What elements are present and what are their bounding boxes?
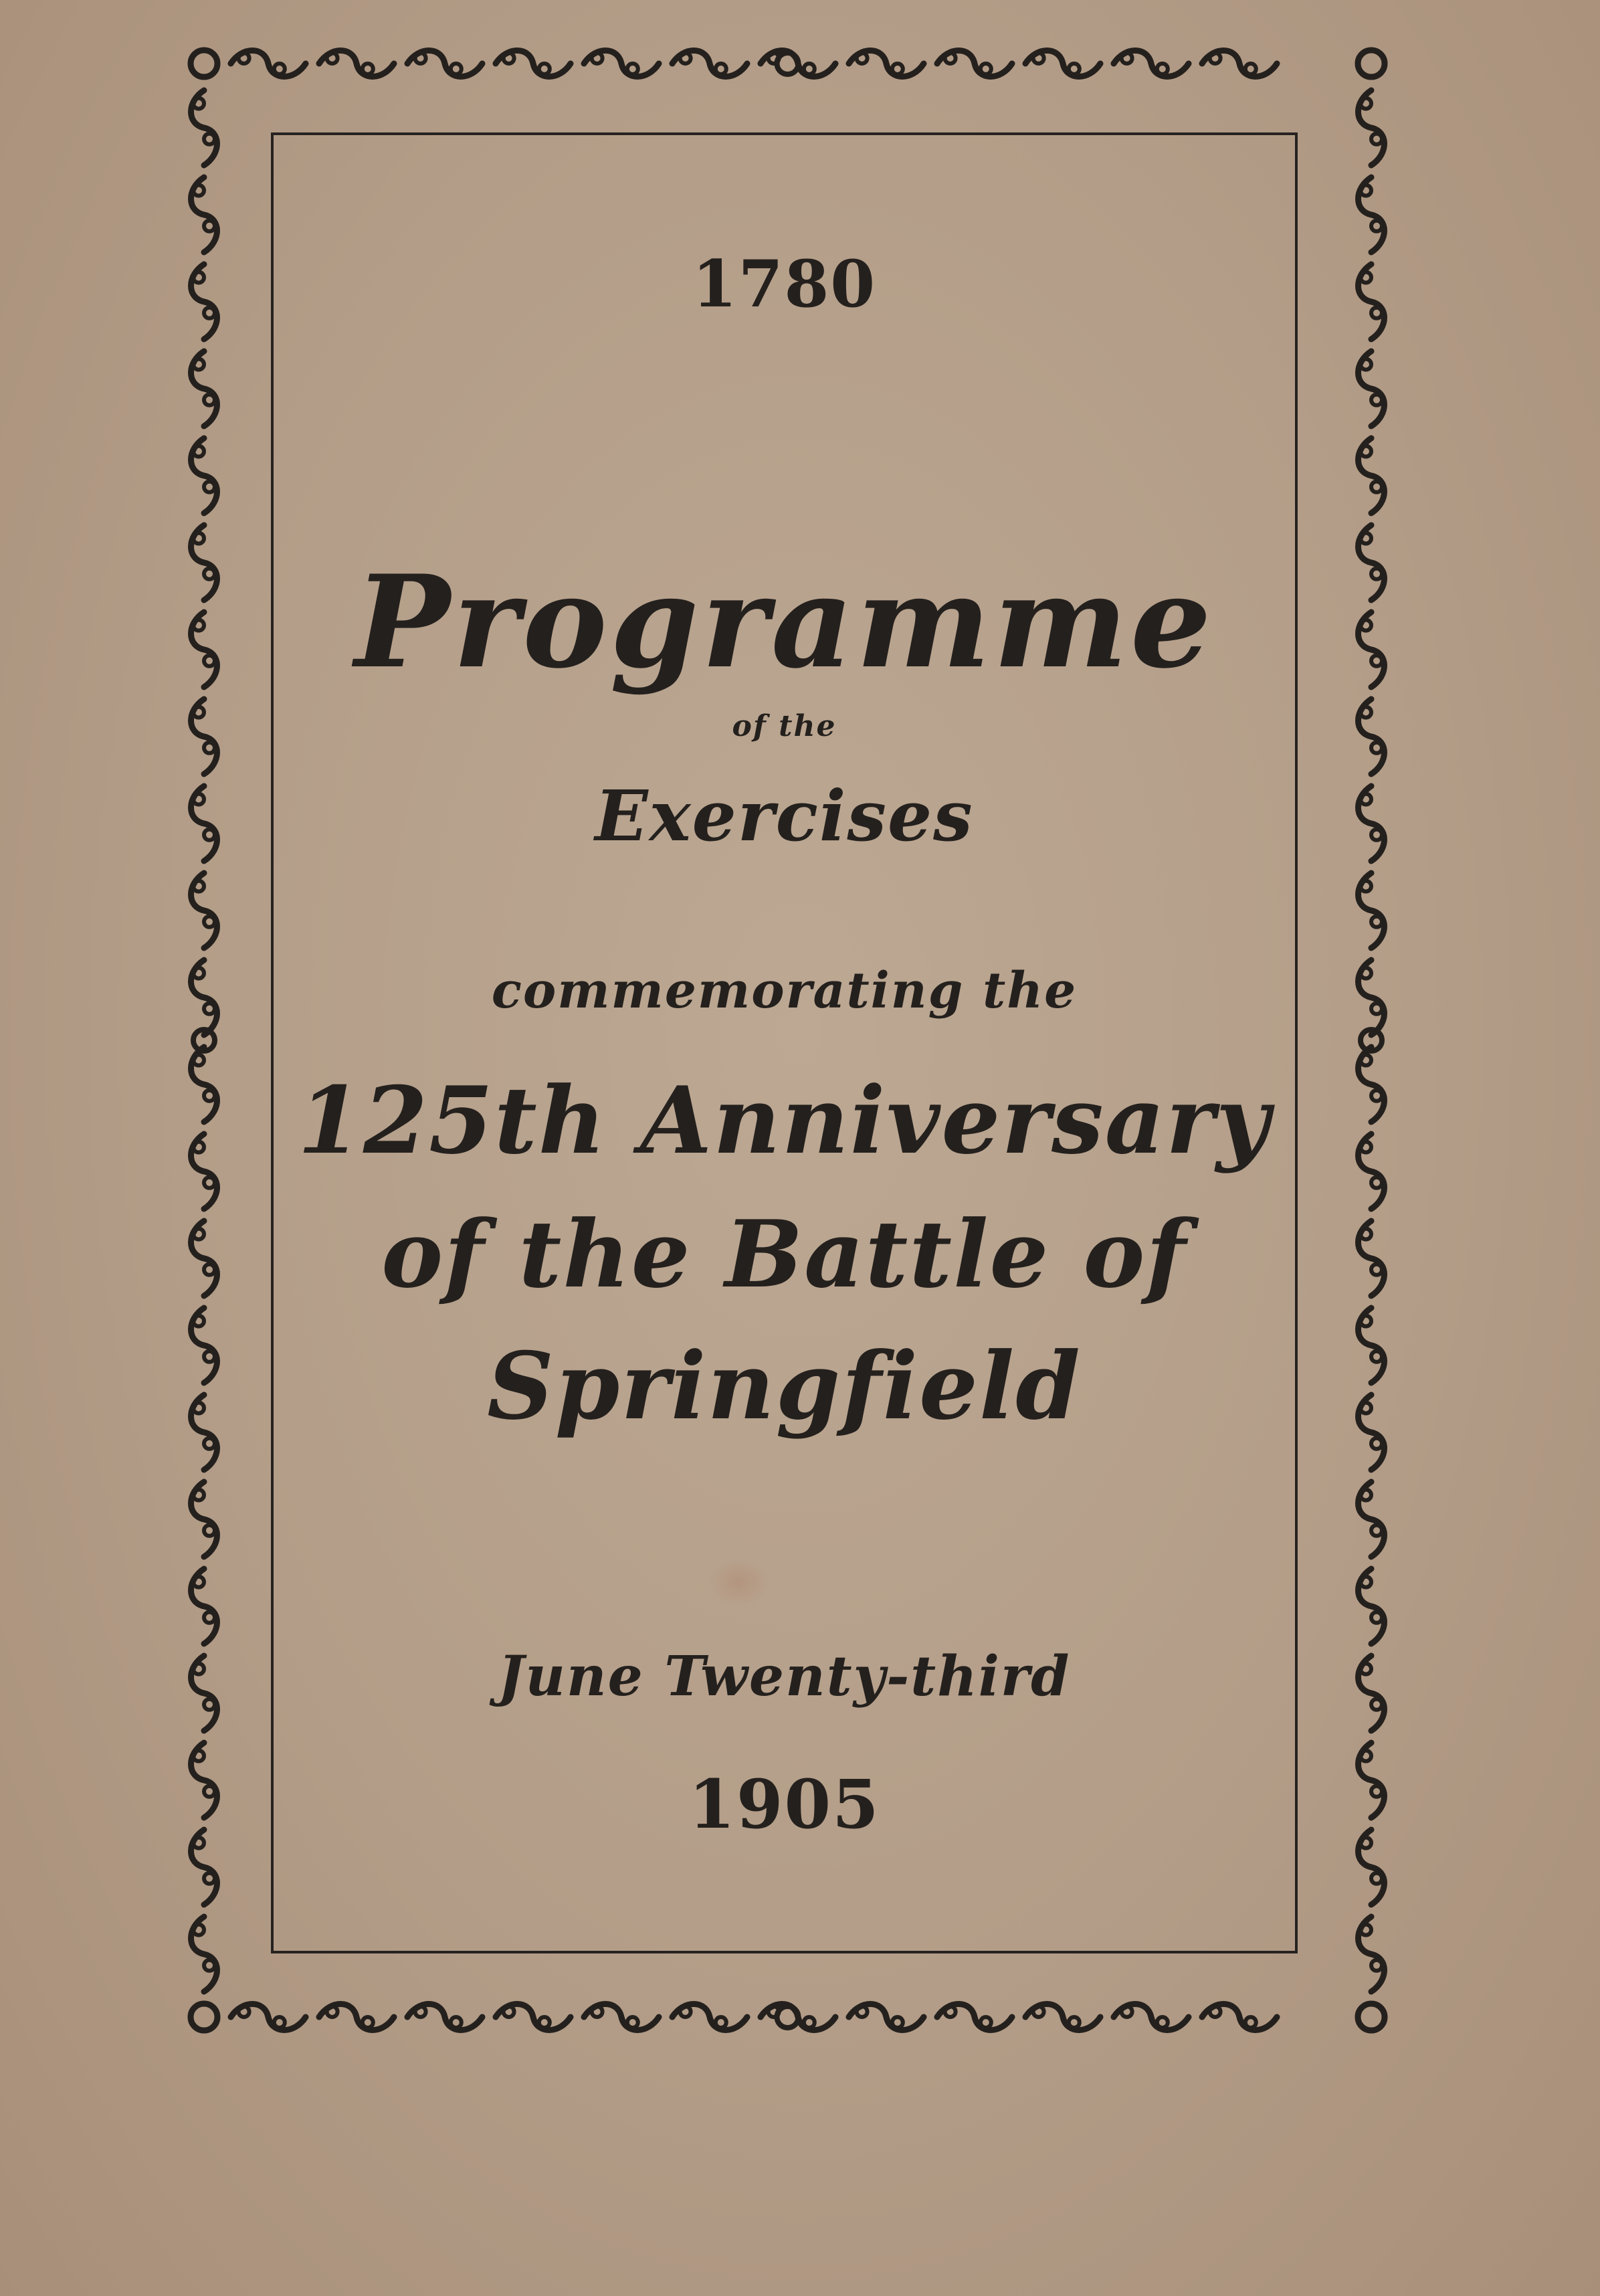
border-ornament-ring — [1361, 881, 1371, 892]
border-ornament-ring — [981, 2017, 991, 2028]
border-ornament-ring — [193, 881, 204, 892]
border-ornament-ring — [1371, 395, 1382, 405]
border-ornament-ring — [204, 1786, 215, 1797]
border-ornament-ring — [204, 1960, 215, 1971]
border-ornament-ring — [539, 2017, 550, 2028]
border-ornament-ring — [1371, 1873, 1382, 1884]
border-ornament-ring — [204, 1090, 215, 1101]
border-ornament-ring — [592, 53, 603, 64]
border-ornament-ring — [204, 1873, 215, 1884]
border-ornament-ring — [1371, 1786, 1382, 1797]
border-ornament-ring — [1358, 2004, 1385, 2030]
border-ornament-ring — [193, 1751, 204, 1761]
border-ornament-ring — [680, 53, 691, 64]
border-ornament-ring — [1371, 656, 1382, 666]
border-ornament-ring — [193, 359, 204, 370]
border-ornament-ring — [193, 1838, 204, 1848]
border-ornament-ring — [1210, 2006, 1221, 2017]
border-ornament-ring — [204, 569, 215, 579]
border-ornament-ring — [274, 64, 285, 74]
border-ornament-ring — [1371, 569, 1382, 579]
border-ornament-ring — [1361, 533, 1371, 544]
border-ornament-ring — [1371, 1525, 1382, 1536]
border-ornament-ring — [1157, 2017, 1168, 2028]
anniversary-line-3: Springfield — [487, 1331, 1082, 1440]
border-ornament-ring — [1371, 221, 1382, 231]
border-ornament-ring — [1361, 98, 1371, 109]
border-ornament-ring — [193, 1403, 204, 1414]
border-ornament-ring — [204, 395, 215, 405]
border-ornament-ring — [193, 707, 204, 718]
border-ornament-ring — [1122, 2006, 1132, 2017]
border-ornament-ring — [204, 1351, 215, 1362]
border-ornament-ring — [1371, 1351, 1382, 1362]
border-ornament-ring — [627, 64, 638, 74]
border-ornament-ring — [363, 2017, 373, 2028]
border-ornament-ring — [415, 53, 426, 64]
border-ornament-ring — [193, 794, 204, 805]
border-ornament-ring — [193, 968, 204, 979]
border-ornament-ring — [204, 743, 215, 753]
border-ornament-ring — [193, 1229, 204, 1240]
commemorating-text: commemorating the — [491, 962, 1078, 1020]
border-ornament-ring — [1361, 707, 1371, 718]
border-ornament-ring — [592, 2006, 603, 2017]
border-ornament-ring — [1157, 64, 1168, 74]
border-ornament-ring — [1358, 50, 1385, 77]
border-ornament-ring — [1361, 272, 1371, 283]
border-ornament-ring — [204, 221, 215, 231]
border-ornament-ring — [1361, 794, 1371, 805]
border-ornament-ring — [1371, 1699, 1382, 1710]
border-ornament-ring — [191, 50, 217, 77]
border-ornament-ring — [204, 917, 215, 927]
border-ornament-ring — [1361, 1403, 1371, 1414]
border-ornament-ring — [204, 1264, 215, 1275]
border-ornament-ring — [193, 1925, 204, 1935]
border-ornament-ring — [1210, 53, 1221, 64]
border-ornament-ring — [1361, 1229, 1371, 1240]
border-ornament-ring — [191, 2004, 217, 2030]
border-ornament-ring — [1371, 830, 1382, 840]
border-ornament-ring — [680, 2006, 691, 2017]
border-ornament-ring — [716, 2017, 726, 2028]
border-ornament-ring — [892, 2017, 903, 2028]
border-ornament-ring — [1371, 1612, 1382, 1623]
border-ornament-ring — [1361, 1490, 1371, 1501]
year-1780: 1780 — [692, 246, 877, 322]
border-ornament-ring — [804, 2017, 815, 2028]
border-ornament-ring — [1371, 1177, 1382, 1188]
border-ornament-ring — [204, 1699, 215, 1710]
border-ornament-ring — [1361, 968, 1371, 979]
border-ornament-ring — [1033, 53, 1044, 64]
border-ornament-ring — [1371, 1090, 1382, 1101]
cover-text-block — [271, 132, 1298, 1953]
border-ornament-ring — [1361, 446, 1371, 457]
border-ornament-ring — [193, 1055, 204, 1066]
border-ornament-ring — [1361, 1664, 1371, 1675]
border-ornament-ring — [627, 2017, 638, 2028]
border-ornament-ring — [363, 64, 373, 74]
border-ornament-ring — [1361, 185, 1371, 196]
border-ornament-ring — [193, 446, 204, 457]
border-ornament-ring — [1122, 53, 1132, 64]
border-ornament-ring — [193, 272, 204, 283]
anniversary-line-1: 125th Anniversary — [297, 1066, 1272, 1175]
border-ornament-ring — [539, 64, 550, 74]
border-ornament-ring — [204, 1525, 215, 1536]
border-ornament-ring — [193, 533, 204, 544]
border-ornament-ring — [804, 64, 815, 74]
border-ornament-ring — [1361, 1838, 1371, 1848]
border-ornament-ring — [1361, 1925, 1371, 1935]
border-ornament-ring — [892, 64, 903, 74]
border-ornament-ring — [945, 2006, 956, 2017]
border-ornament-ring — [193, 1142, 204, 1153]
border-ornament-ring — [1371, 1003, 1382, 1014]
border-ornament-ring — [204, 656, 215, 666]
border-ornament-ring — [239, 2006, 249, 2017]
border-ornament-ring — [327, 2006, 338, 2017]
border-ornament-ring — [327, 53, 338, 64]
border-ornament-ring — [981, 64, 991, 74]
of-the-text: of the — [732, 709, 837, 743]
border-ornament-ring — [1361, 1577, 1371, 1588]
anniversary-line-2: of the Battle of — [381, 1200, 1187, 1309]
border-ornament-ring — [1371, 482, 1382, 492]
border-ornament-ring — [193, 1664, 204, 1675]
border-ornament-ring — [1361, 1751, 1371, 1761]
border-ornament-ring — [1371, 917, 1382, 927]
border-ornament-ring — [1371, 1264, 1382, 1275]
border-ornament-ring — [193, 1490, 204, 1501]
border-ornament-ring — [204, 830, 215, 840]
border-ornament-ring — [1361, 359, 1371, 370]
border-ornament-ring — [1361, 1316, 1371, 1327]
year-1905: 1905 — [688, 1765, 880, 1844]
border-ornament-ring — [204, 1177, 215, 1188]
border-ornament-ring — [204, 1003, 215, 1014]
border-ornament-ring — [857, 2006, 868, 2017]
border-ornament-ring — [193, 1577, 204, 1588]
border-ornament-ring — [1371, 1960, 1382, 1971]
border-ornament-ring — [1033, 2006, 1044, 2017]
border-ornament-ring — [1361, 1055, 1371, 1066]
border-ornament-ring — [857, 53, 868, 64]
border-ornament-ring — [1361, 1142, 1371, 1153]
border-ornament-ring — [204, 1438, 215, 1449]
border-ornament-ring — [1371, 743, 1382, 753]
border-ornament-ring — [1371, 1438, 1382, 1449]
border-ornament-ring — [415, 2006, 426, 2017]
border-ornament-ring — [1069, 64, 1080, 74]
border-ornament-ring — [1245, 2017, 1256, 2028]
border-ornament-ring — [1069, 2017, 1080, 2028]
border-ornament-ring — [1371, 308, 1382, 318]
page-title: Programme — [355, 547, 1214, 696]
border-ornament-ring — [193, 1316, 204, 1327]
border-ornament-ring — [204, 1612, 215, 1623]
exercises-heading: Exercises — [595, 775, 974, 857]
border-ornament-ring — [716, 64, 726, 74]
border-ornament-ring — [1371, 134, 1382, 145]
border-ornament-ring — [274, 2017, 285, 2028]
border-ornament-ring — [1245, 64, 1256, 74]
border-ornament-ring — [193, 620, 204, 631]
border-ornament-ring — [451, 2017, 462, 2028]
border-ornament-ring — [193, 185, 204, 196]
border-ornament-ring — [504, 53, 514, 64]
border-ornament-ring — [945, 53, 956, 64]
border-ornament-ring — [204, 308, 215, 318]
border-ornament-ring — [1361, 620, 1371, 631]
border-ornament-ring — [451, 64, 462, 74]
border-ornament-ring — [239, 53, 249, 64]
border-ornament-ring — [204, 134, 215, 145]
border-ornament-ring — [204, 482, 215, 492]
border-ornament-ring — [193, 98, 204, 109]
event-date: June Twenty-third — [498, 1644, 1071, 1709]
border-ornament-ring — [504, 2006, 514, 2017]
